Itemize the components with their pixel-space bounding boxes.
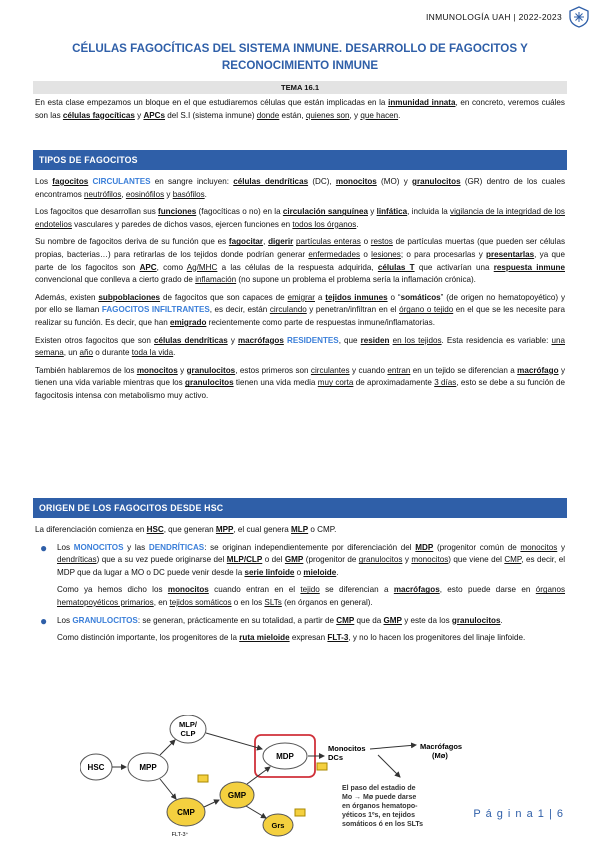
diagram-note (342, 785, 423, 828)
arrow-mlp-mdp (206, 733, 262, 749)
list-item: ● Los GRANULOCITOS: se generan, prácticamente en su totalidad, a partir de CMP que da GMP y este da los granulocitos. (40, 613, 503, 628)
intro-paragraph: En esta clase empezamos un bloque en el que estudiaremos células que están implicadas en la inmunidad innata, en concreto, veremos cuáles son las células fagocíticas y APCs del S.I (sistema inmune) donde están, quienes son, y que hacen. (35, 98, 565, 120)
section-tipos-fagocitos: TIPOS DE FAGOCITOS (33, 150, 567, 170)
mdp-label: MDP (276, 752, 294, 761)
mlp-label-1: MLP/ (179, 720, 197, 729)
gmp-label: GMP (227, 791, 247, 800)
svg-text:El paso del estadio de: El paso del estadio de (342, 785, 416, 792)
university-logo-icon (568, 6, 590, 28)
paragraph: Los fagocitos que desarrollan sus funciones (fagocíticas o no) en la circulación sanguínea y linfática, incluida la vigilancia de la integridad de los endotelios vasculares y paredes de dichos vasos, ejercen funciones en todos los órganos. (35, 207, 565, 229)
list-item: ● Los MONOCITOS y las DENDRÍTICAS: se originan independientemente por diferenciación del MDP (progenitor común de monocitos y dendríticas) que a su vez puede originarse del MLP/CLP o del GMP (progenitor de granulocitos y monocitos) que viene del CMP, es decir, el MDP que da lugar a MO o DC puede venir desde la serie linfoide o mieloide. (40, 540, 566, 577)
grs-label: Grs (271, 821, 285, 830)
paragraph: Los fagocitos CIRCULANTES en sangre incluyen: células dendríticas (DC), monocitos (MO) y granulocitos (GR) dentro de los cuales encontramos neutrófilos, eosinófilos y basófilos. (35, 177, 565, 199)
macrofagos-symbol: (Mø) (432, 751, 448, 760)
mpp-label: MPP (139, 763, 157, 772)
dcs-label: DCs (328, 753, 344, 762)
paragraph: Existen otros fagocitos que son células dendríticas y macrófagos RESIDENTES, que residen en los tejidos. Esta residencia es variable: una semana, un año o durante toda la vida. (35, 335, 565, 358)
list-item-continuation: Como distinción importante, los progenitores de la ruta mieloide expresan FLT-3, y no lo hacen los progenitores del linaje linfoide. (57, 633, 526, 643)
flt3-marker (317, 763, 327, 770)
arrow-mono-note (378, 755, 400, 777)
bullet-icon: ● (40, 540, 48, 555)
paragraph: Su nombre de fagocitos deriva de su función que es fagocitar, digerir partículas enteras o restos de partículas muertas (que pueden ser células propias, bacterias…) para retirarlas de los tejidos donde podrían generar enfermedades o lesiones; o para procesarlas y presentarlas, ya que parte de los fagocitos son APC, como Ag/MHC a las células de la respuesta adquirida, células T que activarían una respuesta inmune convencional que conlleva a cierto grado de inflamación (no supone un problema el problema sería la inflamación crónica). (35, 237, 566, 285)
arrow-mono-macro (370, 745, 416, 749)
tema-label: TEMA 16.1 (33, 81, 567, 94)
header-course: INMUNOLOGÍA UAH | 2022-2023 (426, 12, 562, 22)
bullet-icon: ● (40, 613, 48, 628)
paragraph: Además, existen subpoblaciones de fagocitos que son capaces de emigrar a tejidos inmunes o “somáticos” (de origen no hematopoyético) y por ello se llaman FAGOCITOS INFILTRANTES, es decir, están circulando y penetran/infiltran en el órgano o tejido en el que se les necesite para realizar su función. Es decir, que han emigrado recientemente como parte de respuestas inmune/inflamatorias. (35, 292, 565, 327)
svg-text:somáticos ó en los SLTs: somáticos ó en los SLTs (342, 821, 424, 828)
svg-text:Mo → Mø puede darse: Mo → Mø puede darse (342, 794, 417, 801)
page-title: CÉLULAS FAGOCÍTICAS DEL SISTEMA INMUNE. DESARROLLO DE FAGOCITOS Y RECONOCIMIENTO INMUNE (72, 42, 528, 72)
monocitos-label: Monocitos (328, 744, 366, 753)
svg-text:yéticos 1ºs, en tejidos: yéticos 1ºs, en tejidos (342, 812, 415, 819)
section-origen-fagocitos: ORIGEN DE LOS FAGOCITOS DESDE HSC (33, 498, 567, 518)
hsc-label: HSC (87, 763, 105, 772)
flt3-marker (295, 809, 305, 816)
hematopoiesis-diagram (80, 715, 500, 845)
section1-body (35, 176, 565, 408)
flt3-label: FLT-3⁺ (171, 832, 189, 838)
macrofagos-label: Macrófagos (420, 742, 463, 751)
mlp-label-2: CLP (180, 729, 196, 738)
arrow-mpp-mlp (160, 740, 175, 755)
page-number: P á g i n a 1 | 6 (473, 808, 564, 820)
section2-body (35, 524, 565, 650)
svg-text:en órganos hematopo-: en órganos hematopo- (342, 803, 418, 810)
arrow-gmp-grs (246, 806, 266, 818)
paragraph: La diferenciación comienza en HSC, que generan MPP, el cual genera MLP o CMP. (35, 525, 337, 534)
arrow-cmp-gmp (204, 800, 219, 807)
arrow-mpp-cmp (160, 779, 176, 799)
list-item-continuation: Como ya hemos dicho los monocitos cuando entran en el tejido se diferencian a macrófagos, esto puede darse en órganos hematopoyéticos primarios, en tejidos somáticos o en los SLTs (en órganos en general). (57, 585, 566, 607)
cmp-label: CMP (177, 808, 195, 817)
paragraph: También hablaremos de los monocitos y granulocitos, estos primeros son circulantes y cuando entran en un tejido se diferencian a macrófago y tienen una vida variable mientras que los granulocitos tienen una vida media muy corta de aproximadamente 3 días, esto se debe a su función de fagocitosis intensa con metabolismo muy activo. (35, 365, 566, 400)
flt3-marker (198, 775, 208, 782)
